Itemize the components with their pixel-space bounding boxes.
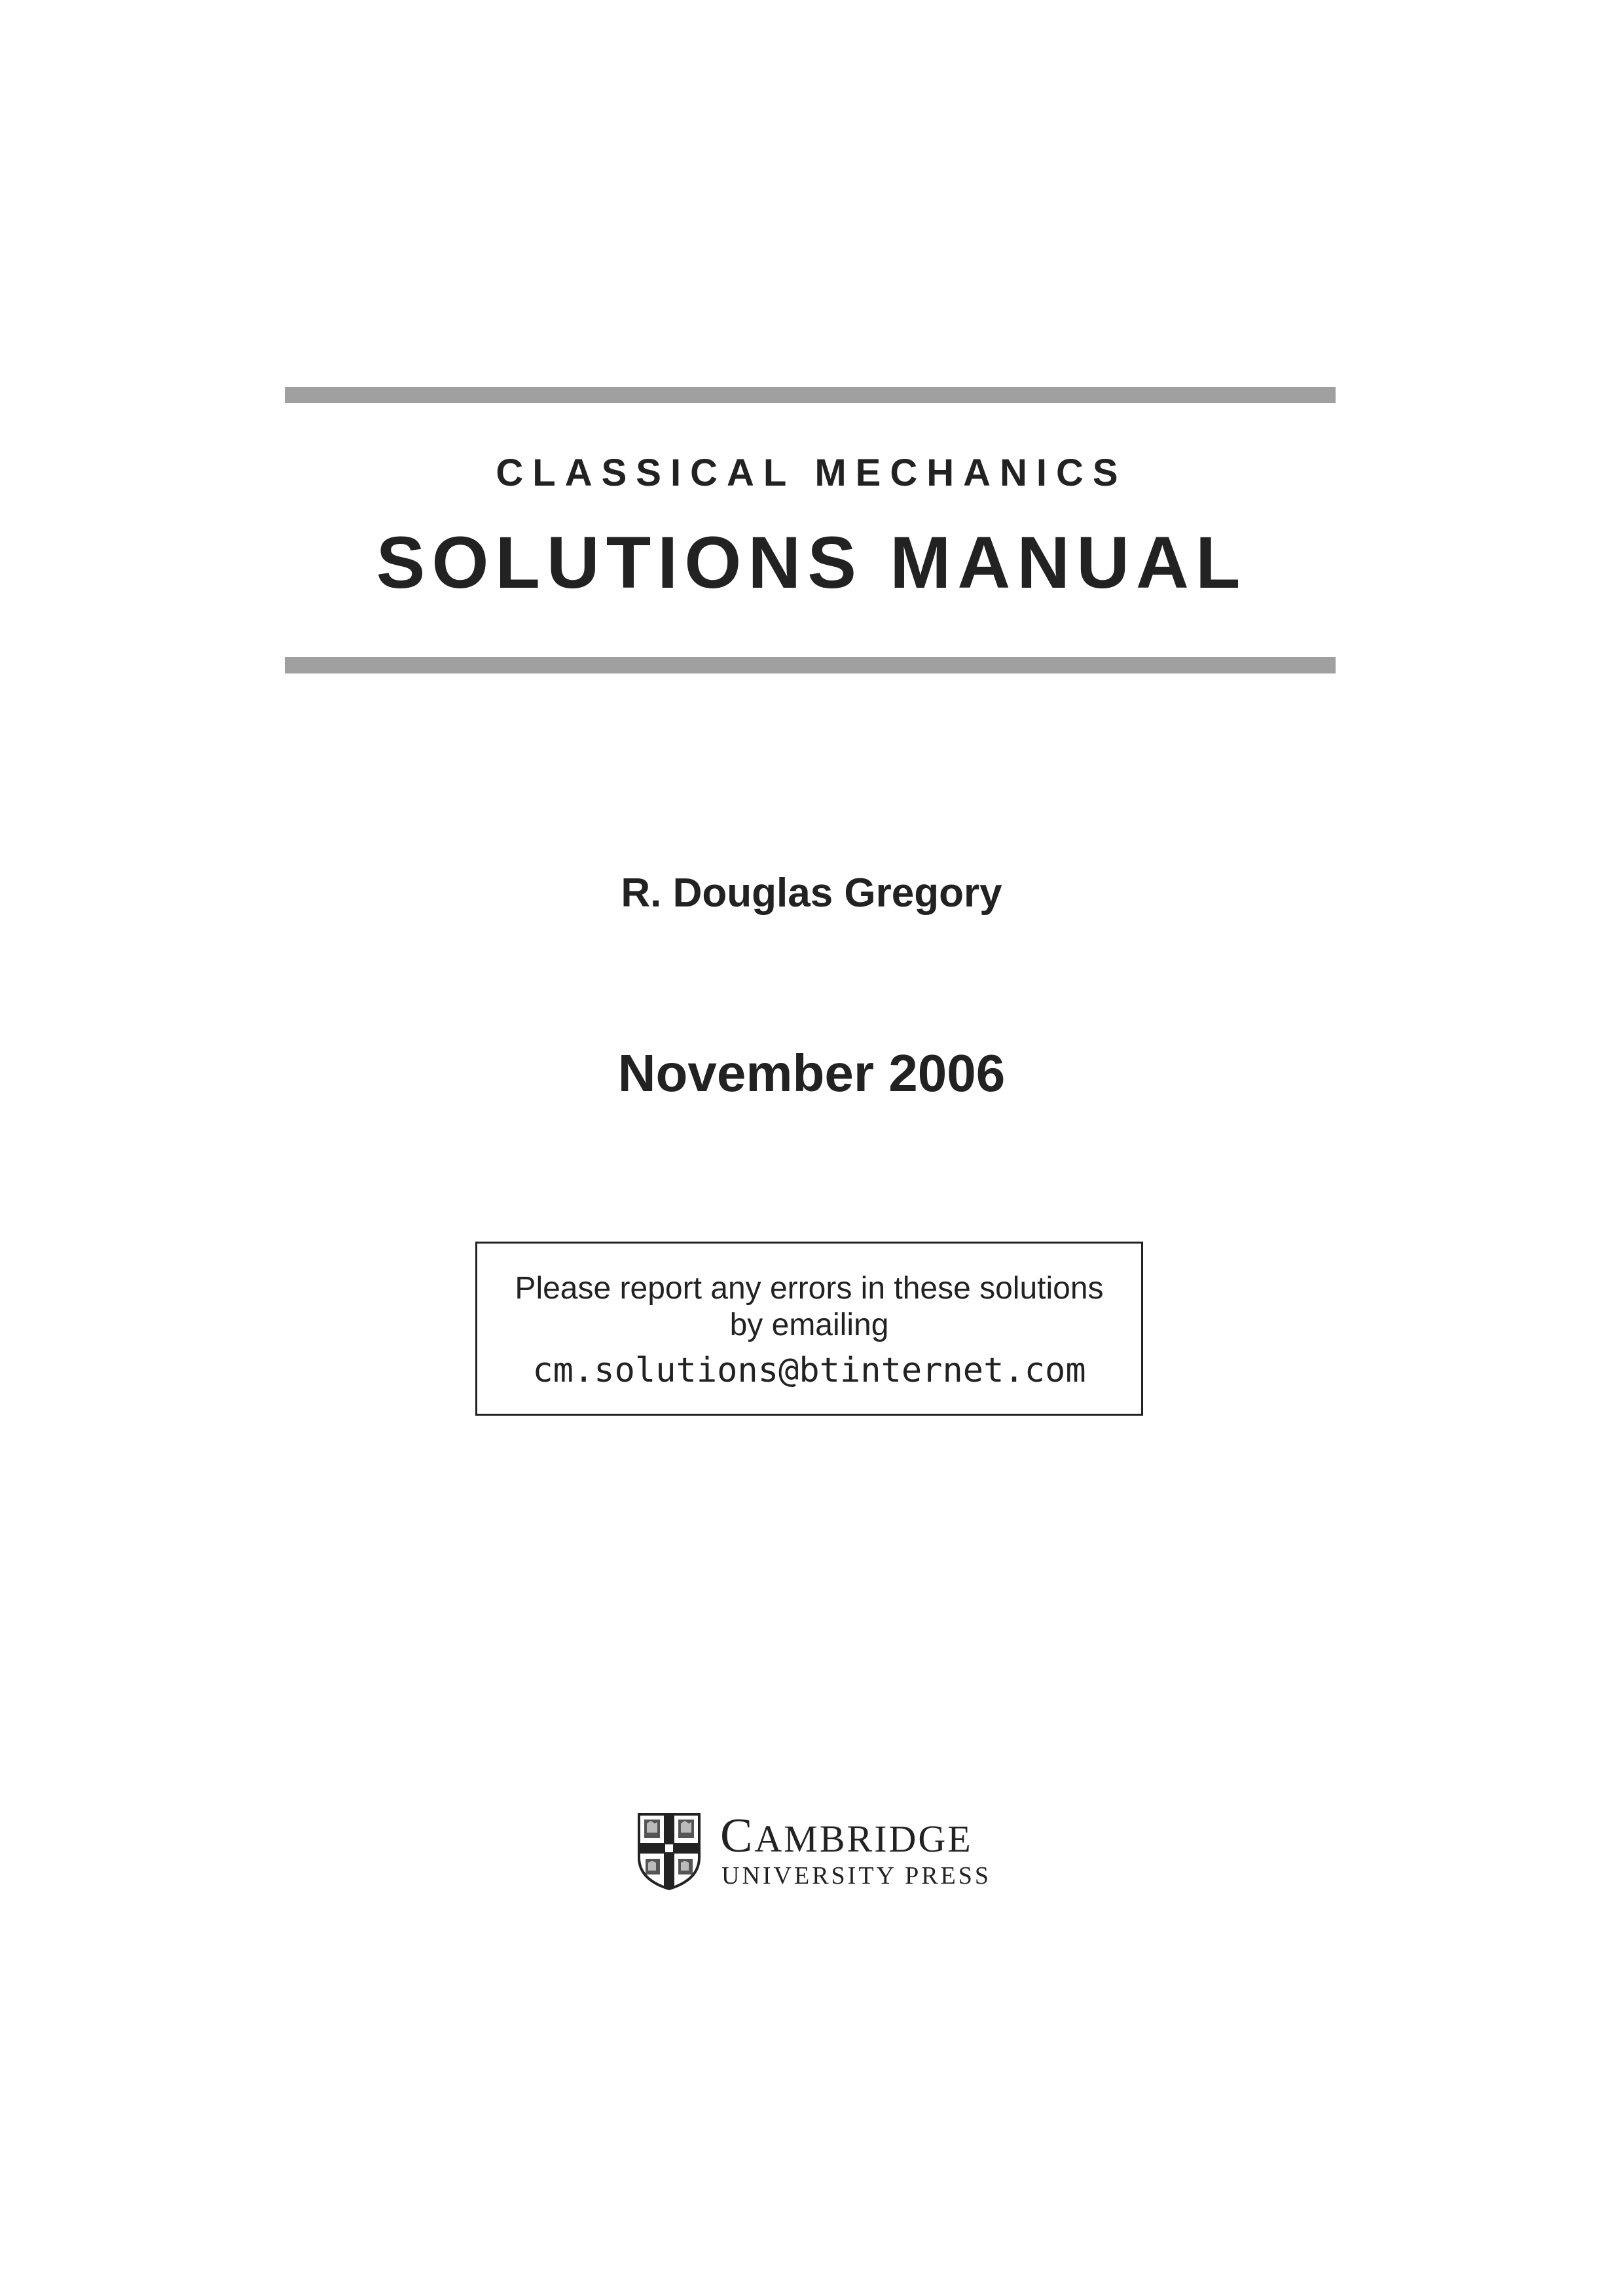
bottom-divider-rule xyxy=(285,657,1336,673)
main-title: SOLUTIONS MANUAL xyxy=(376,522,1247,603)
publication-date: November 2006 xyxy=(617,1044,1006,1102)
top-divider-rule xyxy=(285,387,1336,403)
author-name: R. Douglas Gregory xyxy=(621,870,1002,916)
publisher-subtitle: UNIVERSITY PRESS xyxy=(721,1862,992,1890)
series-title: CLASSICAL MECHANICS xyxy=(496,452,1127,494)
notice-text-line1: Please report any errors in these solutions xyxy=(515,1271,1104,1306)
error-report-notice xyxy=(475,1242,1143,1416)
cambridge-crest-icon xyxy=(636,1812,702,1892)
publisher-logo xyxy=(636,1809,1029,1897)
notice-email-address: cm.solutions@btinternet.com xyxy=(532,1351,1086,1390)
publisher-name: CAMBRIDGE xyxy=(720,1809,973,1863)
notice-text-line2: by emailing xyxy=(729,1308,889,1342)
